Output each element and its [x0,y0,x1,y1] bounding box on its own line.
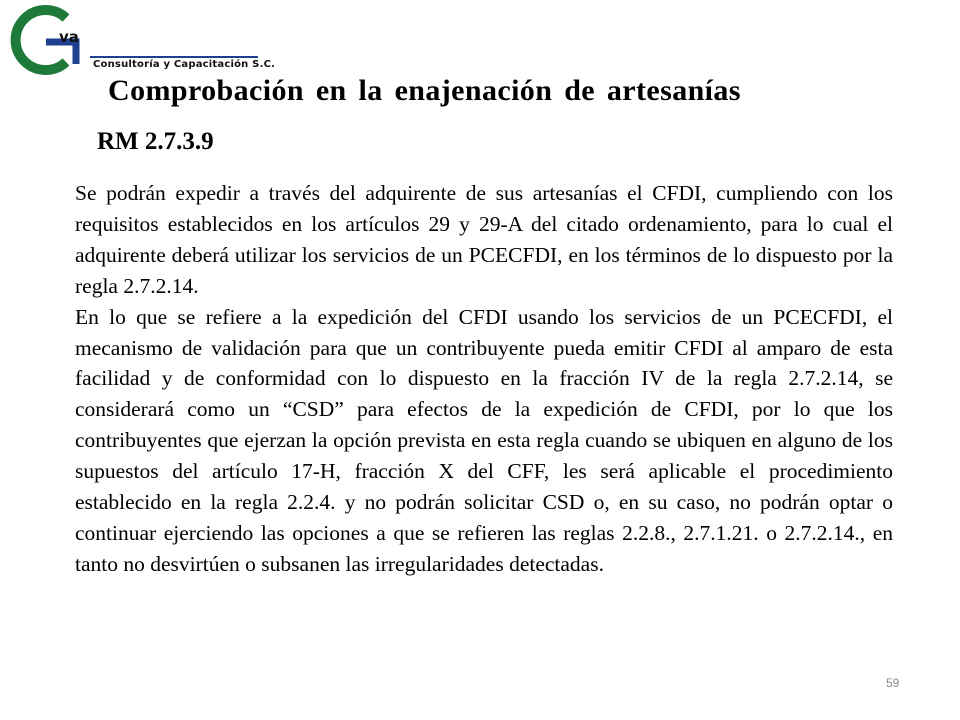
company-logo [4,4,276,76]
rule-reference: RM 2.7.3.9 [97,128,214,155]
logo-letters: va [59,28,79,46]
page-number: 59 [886,676,900,690]
logo-subtitle: Consultoría y Capacitación S.C. [93,59,276,70]
paragraph: En lo que se refiere a la expedición del CFDI usando los servicios de un PCECFDI, el mecanismo de validación para que un contribuyente pueda emitir CFDI al amparo de esta facilidad y de conformidad con lo dispuesto en la fracción IV de la regla 2.7.2.14, se considerará como un “CSD” para efectos de la expedición de CFDI, por lo que los contribuyentes que ejerzan la opción prevista en esta regla cuando se ubiquen en alguno de los supuestos del artículo 17-H, fracción X del CFF, les será aplicable el procedimiento establecido en la regla 2.2.4. y no podrán solicitar CSD o, en su caso, no podrán optar o continuar ejerciendo las opciones a que se refieren las reglas 2.2.8., 2.7.1.21. o 2.7.2.14., en tanto no desvirtúen o subsanen las irregularidades detectadas. [75,304,893,576]
body-text [75,178,893,580]
slide-title: Comprobación en la enajenación de artesanías [108,74,741,107]
paragraph: Se podrán expedir a través del adquirente de sus artesanías el CFDI, cumpliendo con los requisitos establecidos en los artículos 29 y 29-A del citado ordenamiento, para lo cual el adquirente deberá utilizar los servicios de un PCECFDI, en los términos de lo dispuesto por la regla 2.7.2.14. [75,181,893,298]
